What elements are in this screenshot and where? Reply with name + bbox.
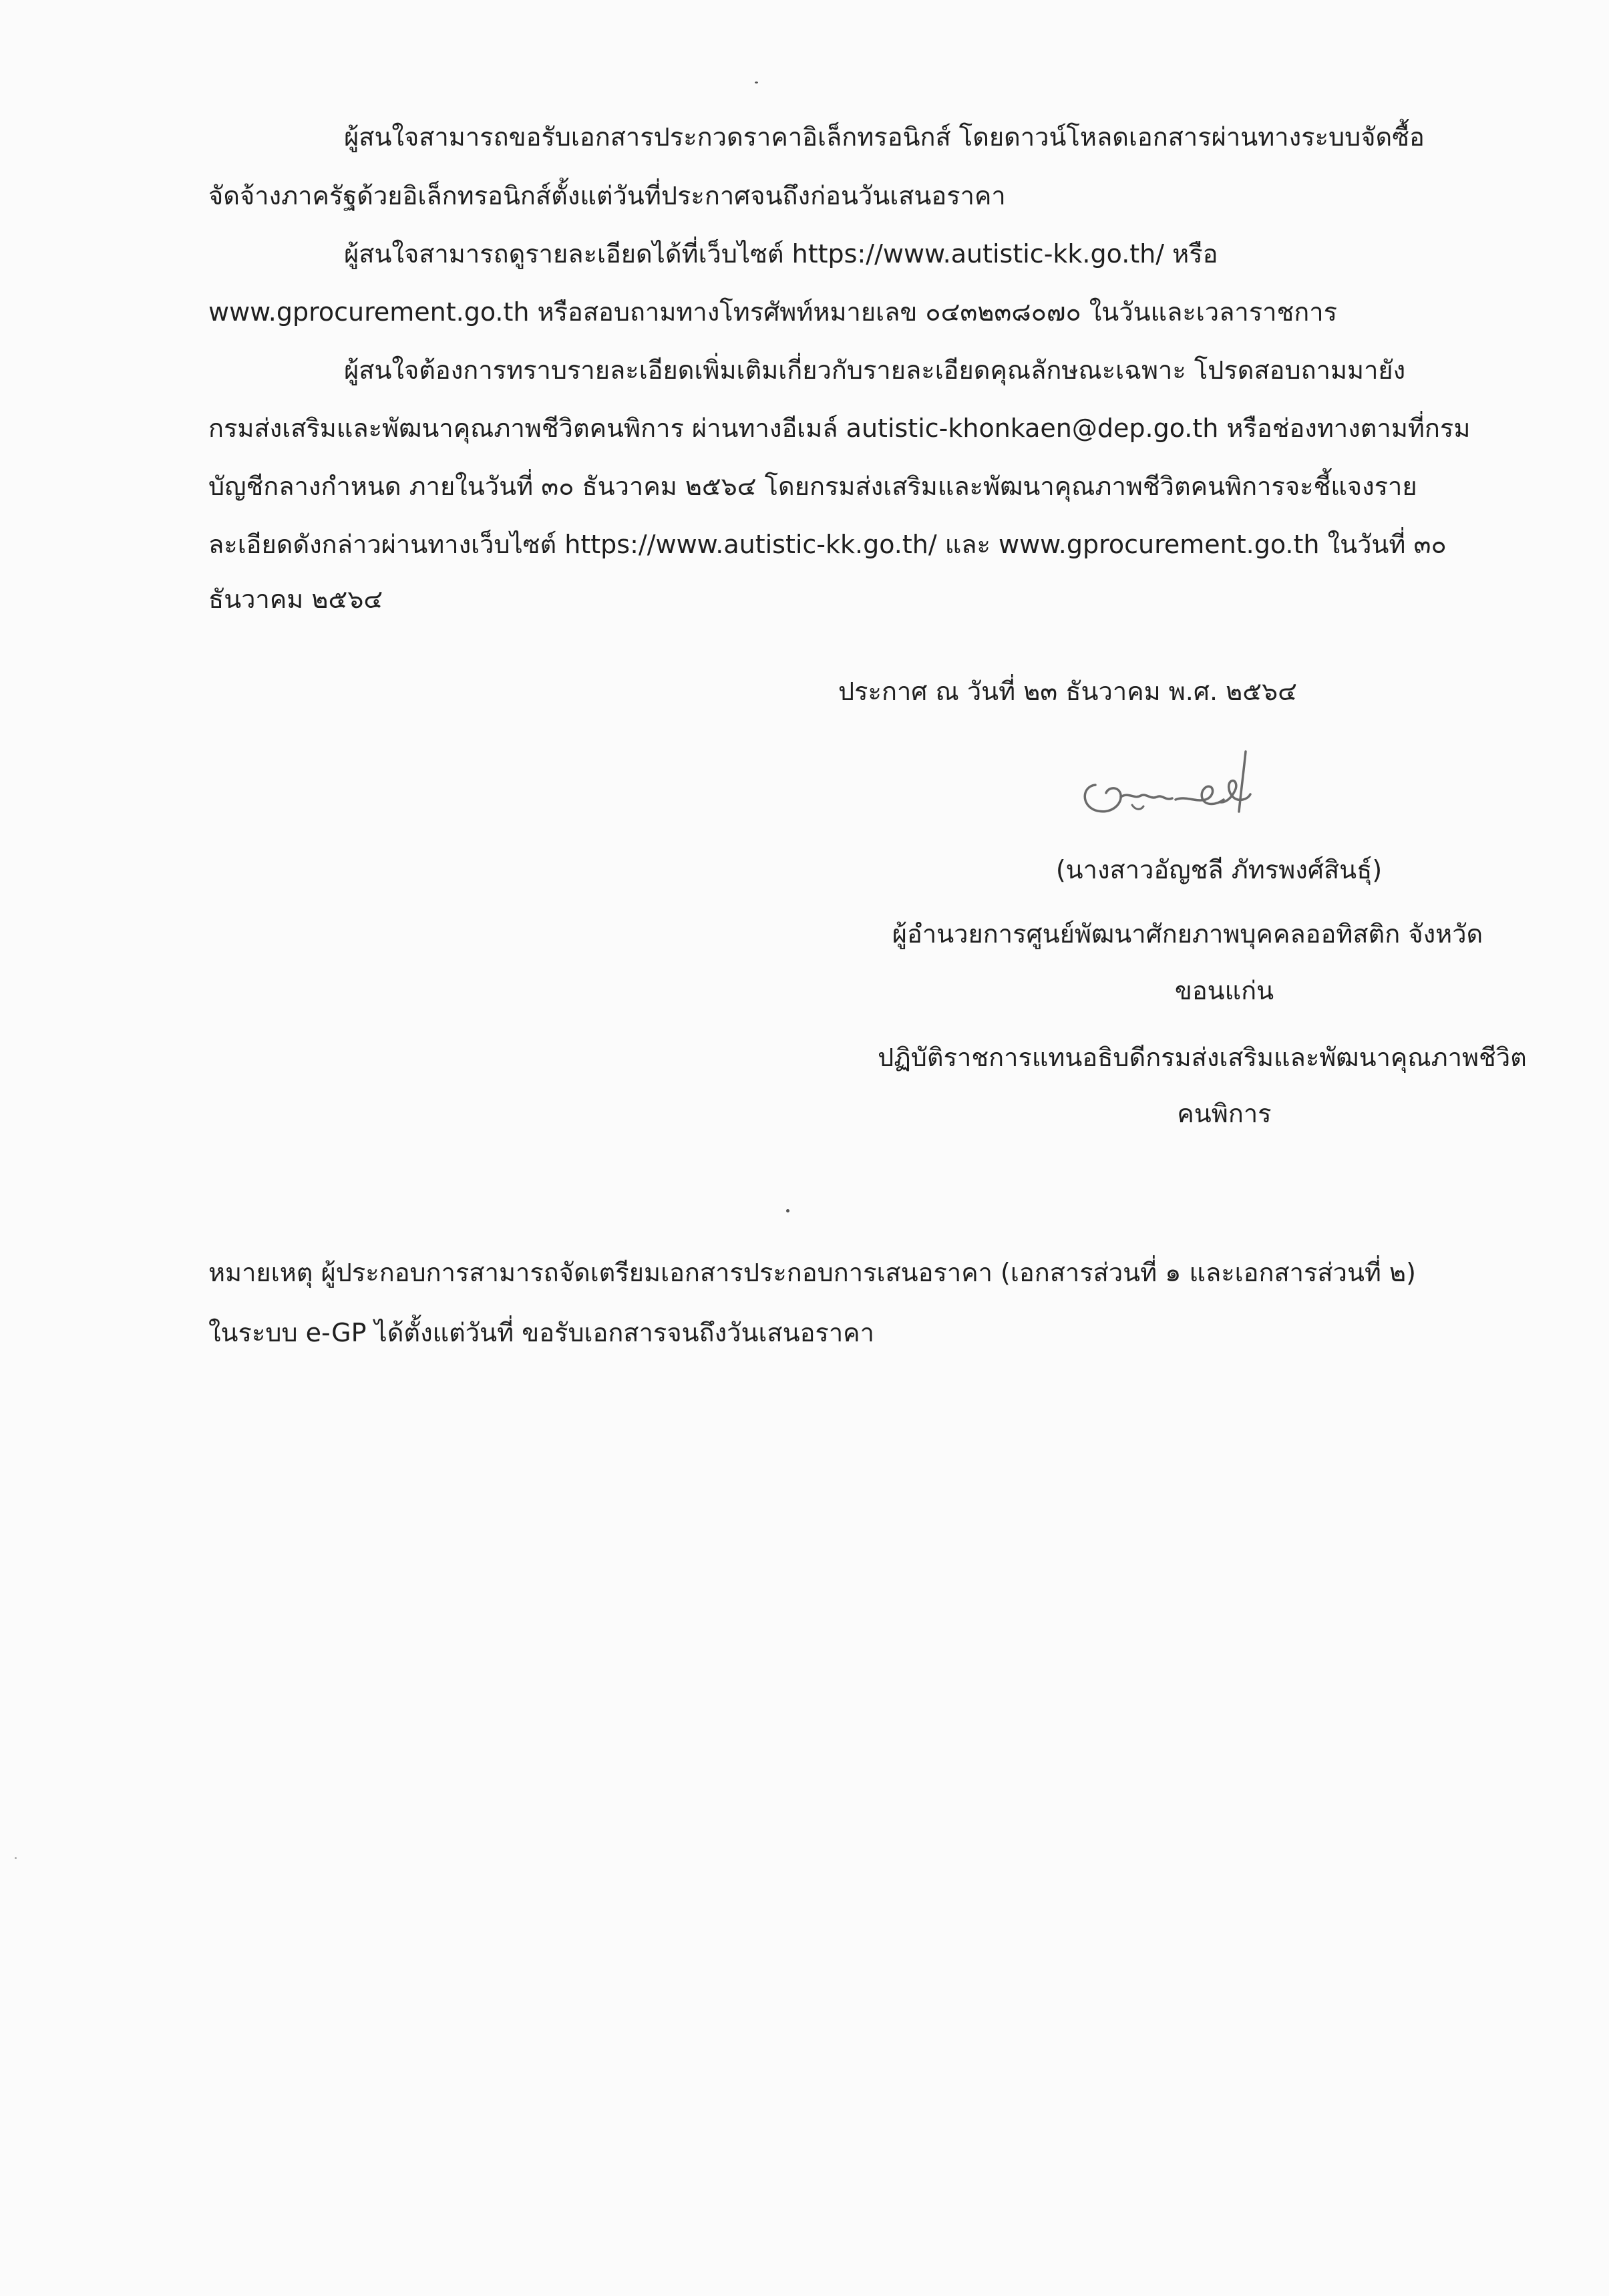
scan-speck [786,1209,789,1212]
paragraph-1-line-1: ผู้สนใจสามารถขอรับเอกสารประกวดราคาอิเล็กทรอนิกส์ โดยดาวน์โหลดเอกสารผ่านทางระบบจัดซื้อ [344,122,1425,152]
signatory-acting-line-2: คนพิการ [1177,1099,1272,1128]
scan-speck [15,1857,17,1859]
note-line-1: หมายเหตุ ผู้ประกอบการสามารถจัดเตรียมเอกสารประกอบการเสนอราคา (เอกสารส่วนที่ ๑ และเอกสารส่วนที่ ๒) [208,1258,1416,1287]
signatory-title-line-1: ผู้อำนวยการศูนย์พัฒนาศักยภาพบุคคลออทิสติก จังหวัด [892,919,1483,949]
paragraph-2-line-1: ผู้สนใจสามารถดูรายละเอียดได้ที่เว็บไซต์ https://www.autistic-kk.go.th/ หรือ [344,239,1218,269]
signature-image [1069,738,1289,838]
scan-speck [755,81,758,84]
paragraph-3-line-3: บัญชีกลางกำหนด ภายในวันที่ ๓๐ ธันวาคม ๒๕๖๔ โดยกรมส่งเสริมและพัฒนาคุณภาพชีวิตคนพิการจะชี้แจงราย [208,472,1417,501]
signatory-acting-line-1: ปฏิบัติราชการแทนอธิบดีกรมส่งเสริมและพัฒนาคุณภาพชีวิต [878,1043,1527,1072]
paragraph-3-line-5: ธันวาคม ๒๕๖๔ [208,585,383,614]
paragraph-1-line-2: จัดจ้างภาครัฐด้วยอิเล็กทรอนิกส์ตั้งแต่วันที่ประกาศจนถึงก่อนวันเสนอราคา [208,181,1006,210]
note-line-2: ในระบบ e-GP ได้ตั้งแต่วันที่ ขอรับเอกสารจนถึงวันเสนอราคา [208,1318,874,1347]
paragraph-3-line-2: กรมส่งเสริมและพัฒนาคุณภาพชีวิตคนพิการ ผ่านทางอีเมล์ autistic-khonkaen@dep.go.th หรือช่องทางตามที่กรม [208,414,1471,443]
signatory-name: (นางสาวอัญชลี ภัทรพงศ์สินธุ์) [1055,855,1383,884]
paragraph-3-line-4: ละเอียดดังกล่าวผ่านทางเว็บไซต์ https://www.autistic-kk.go.th/ และ www.gprocurement.go.th ในวันที่ ๓๐ [208,530,1447,559]
announcement-date: ประกาศ ณ วันที่ ๒๓ ธันวาคม พ.ศ. ๒๕๖๔ [838,677,1297,706]
paragraph-2-line-2: www.gprocurement.go.th หรือสอบถามทางโทรศัพท์หมายเลข ๐๔๓๒๓๘๐๗๐ ในวันและเวลาราชการ [208,297,1338,327]
paragraph-3-line-1: ผู้สนใจต้องการทราบรายละเอียดเพิ่มเติมเกี่ยวกับรายละเอียดคุณลักษณะเฉพาะ โปรดสอบถามมายัง [344,355,1406,385]
signatory-title-line-2: ขอนแก่น [1174,976,1274,1005]
